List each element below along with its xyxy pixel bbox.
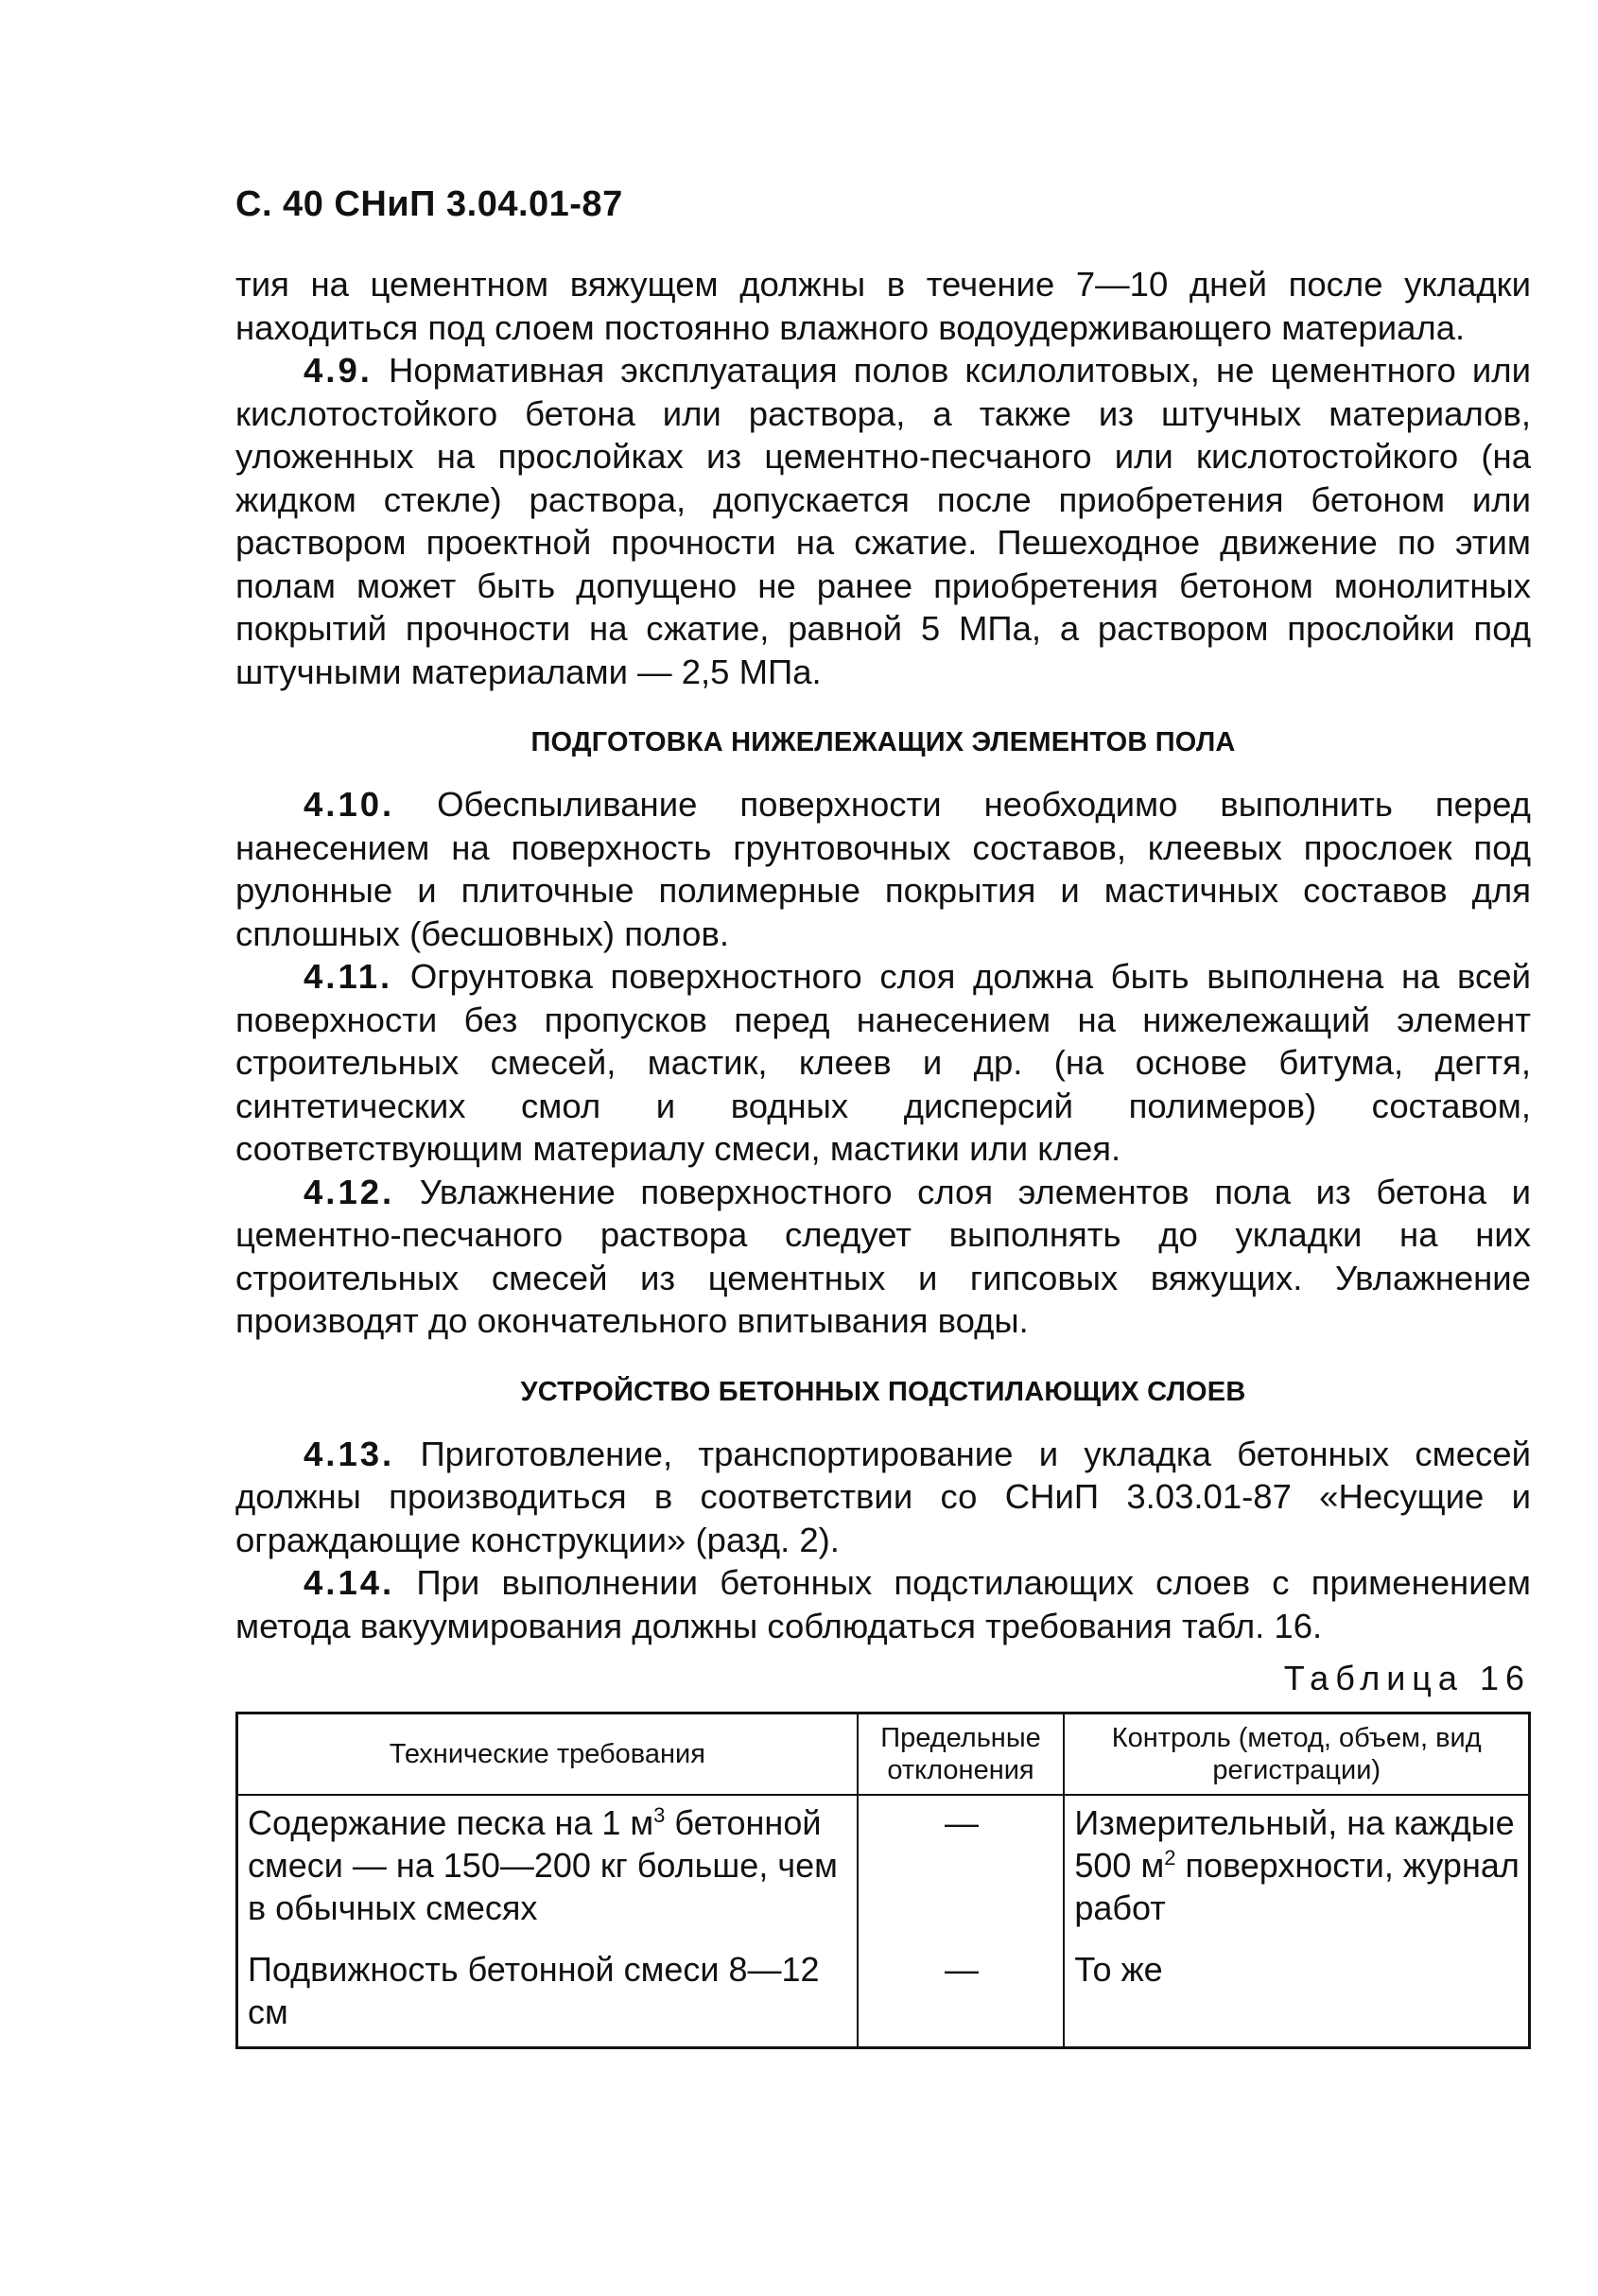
- table-header-row: [237, 1713, 1530, 1796]
- section-heading: ПОДГОТОВКА НИЖЕЛЕЖАЩИХ ЭЛЕМЕНТОВ ПОЛА: [530, 727, 1236, 757]
- clause-text: Приготовление, транспортирование и укладка бетонных смесей должны производиться в соответствии со СНиП 3.03.01-87 «Несущие и ограждающие конструкции» (разд. 2).: [235, 1434, 1531, 1559]
- paragraph-4-13: [235, 1433, 1531, 1562]
- cell-deviation: —: [858, 1795, 1065, 1942]
- clause-number: 4.9.: [304, 351, 373, 390]
- carryover-paragraph: тия на цементном вяжущем должны в течение 7—10 дней после укладки находиться под слоем постоянно влажного водоудерживающего материала.: [235, 265, 1531, 347]
- clause-number: 4.13.: [304, 1434, 395, 1473]
- paragraph-4-11: [235, 955, 1531, 1171]
- requirements-table: [235, 1712, 1531, 2049]
- section-heading: УСТРОЙСТВО БЕТОННЫХ ПОДСТИЛАЮЩИХ СЛОЕВ: [520, 1376, 1246, 1407]
- table-row: [237, 1795, 1530, 1942]
- paragraph-4-10: [235, 783, 1531, 955]
- header-control: Контроль (метод, объем, вид регистрации): [1064, 1713, 1529, 1796]
- table-row: [237, 1942, 1530, 2048]
- cell-requirement: Подвижность бетонной смеси 8—12 см: [237, 1942, 858, 2048]
- clause-text: Увлажнение поверхностного слоя элементов пола из бетона и цементно-песчаного раствора следует выполнять до укладки на них строительных смесей из цементных и гипсовых вяжущих. Увлажнение производят до окончательного впитывания воды.: [235, 1172, 1531, 1340]
- cell-control: То же: [1064, 1942, 1529, 2048]
- cell-control: Измерительный, на каждые 500 $м^2$ поверхности, журнал работ: [1064, 1795, 1529, 1942]
- document-page: [235, 184, 1531, 2049]
- table-caption: Таблица 16: [1283, 1659, 1531, 1697]
- header-deviations: Предельные отклонения: [858, 1713, 1065, 1796]
- clause-text: При выполнении бетонных подстилающих слоев с применением метода вакуумирования должны соблюдаться требования табл. 16.: [235, 1563, 1531, 1645]
- clause-text: Огрунтовка поверхностного слоя должна быть выполнена на всей поверхности без пропусков перед нанесением на нижележащий элемент строительных смесей, мастик, клеев и др. (на основе битума, дегтя, синтетических смол и водных дисперсий полимеров) составом, соответствующим материалу смеси, мастики или клея.: [235, 957, 1531, 1168]
- running-head: С. 40 СНиП 3.04.01-87: [235, 184, 623, 224]
- header-requirements: Технические требования: [237, 1713, 858, 1796]
- paragraph-4-9: [235, 349, 1531, 693]
- clause-number: 4.10.: [304, 785, 395, 824]
- paragraph-4-14: [235, 1561, 1531, 1647]
- cell-deviation: —: [858, 1942, 1065, 2048]
- clause-number: 4.11.: [304, 957, 393, 996]
- clause-text: Нормативная эксплуатация полов ксилолитовых, не цементного или кислотостойкого бетона или раствора, а также из штучных материалов, уложенных на прослойках из цементно-песчаного или кислотостойкого (на жидком стекле) раствора, допускается после приобретения бетоном или раствором проектной прочности на сжатие. Пешеходное движение по этим полам может быть допущено не ранее приобретения бетоном монолитных покрытий прочности на сжатие, равной 5 МПа, а раствором прослойки под штучными материалами — 2,5 МПа.: [235, 351, 1531, 691]
- clause-number: 4.12.: [304, 1172, 395, 1211]
- clause-text: Обеспыливание поверхности необходимо выполнить перед нанесением на поверхность грунтовочных составов, клеевых прослоек под рулонные и плиточные полимерные покрытия и мастичных составов для сплошных (бесшовных) полов.: [235, 785, 1531, 953]
- clause-number: 4.14.: [304, 1563, 395, 1602]
- cell-requirement: Содержание песка на 1 $м^3$ бетонной смеси — на 150—200 кг больше, чем в обычных смесях: [237, 1795, 858, 1942]
- paragraph-4-12: [235, 1171, 1531, 1343]
